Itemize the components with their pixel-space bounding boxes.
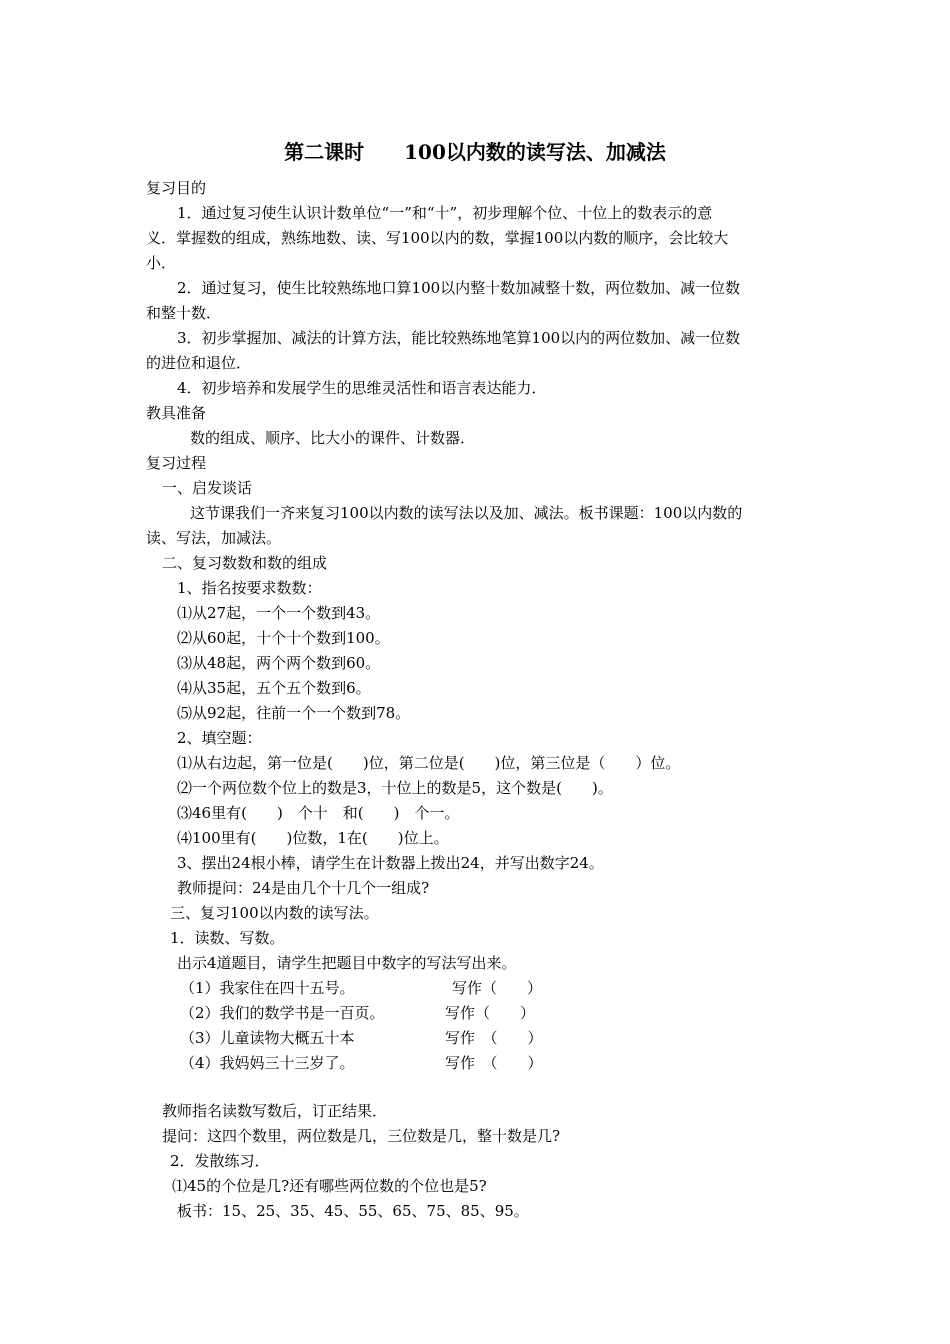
goal-1-line-3: 小．	[146, 254, 177, 272]
fill-blank-task: 2、填空题：	[177, 729, 262, 747]
count-item: ⑶从48起，两个两个数到60。	[177, 654, 381, 672]
sticks-task: 3、摆出24根小棒，请学生在计数器上拨出24，并写出数字24。	[177, 854, 604, 872]
goal-4: 4．初步培养和发展学生的思维灵活性和语言表达能力．	[177, 379, 547, 397]
goal-1-line-2: 义．掌握数的组成，熟练地数、读、写100以内的数，掌握100以内数的顺序，会比较大	[146, 229, 729, 247]
section-1-heading: 一、启发谈话	[162, 479, 253, 497]
exercise-question: （1）我家住在四十五号。	[180, 979, 355, 997]
fill-blank-item: ⑷100里有( )位数，1在( )位上。	[177, 829, 449, 847]
fill-blank-item: ⑵一个两位数个位上的数是3，十位上的数是5，这个数是( )。	[177, 779, 613, 797]
exercise-question: （3）儿童读物大概五十本	[180, 1029, 355, 1047]
goal-2-line-1: 2．通过复习，使生比较熟练地口算100以内整十数加减整十数，两位数加、减一位数	[177, 279, 741, 297]
exercise-question: （2）我们的数学书是一百页。	[180, 1004, 385, 1022]
board-writing: 板书：15、25、35、45、55、65、75、85、95。	[177, 1202, 529, 1220]
count-item: ⑸从92起，往前一个一个数到78。	[177, 704, 411, 722]
process-heading: 复习过程	[146, 454, 207, 472]
goal-1-line-1: 1．通过复习使生认识计数单位“一”和“十”，初步理解个位、十位上的数表示的意	[177, 204, 713, 222]
tools-text: 数的组成、顺序、比大小的课件、计数器．	[190, 429, 476, 447]
goal-2-line-2: 和整十数．	[146, 304, 222, 322]
exercise-answer: 写作 （ ）	[445, 1054, 543, 1072]
exercise-answer: 写作（ ）	[452, 979, 543, 997]
goal-3-line-1: 3．初步掌握加、减法的计算方法，能比较熟练地笔算100以内的两位数加、减一位数	[177, 329, 741, 347]
teacher-note: 教师指名读数写数后，订正结果．	[162, 1102, 388, 1120]
section-1-line-2: 读、写法，加减法。	[146, 529, 282, 547]
practice-question: ⑴45的个位是几?还有哪些两位数的个位也是5?	[172, 1177, 487, 1195]
tools-heading: 教具准备	[146, 404, 207, 422]
count-task: 1、指名按要求数数：	[177, 579, 322, 597]
read-write-intro: 出示4道题目，请学生把题目中数字的写法写出来。	[177, 954, 517, 972]
section-2-heading: 二、复习数数和数的组成	[162, 554, 328, 572]
page-title: 第二课时 100以内数的读写法、加减法	[284, 140, 666, 164]
teacher-question: 教师提问：24是由几个十几个一组成?	[177, 879, 430, 897]
goal-3-line-2: 的进位和退位．	[146, 354, 252, 372]
fill-blank-item: ⑴从右边起，第一位是( )位，第二位是( )位，第三位是（ ）位。	[177, 754, 681, 772]
fill-blank-item: ⑶46里有( ) 个十 和( ) 个一。	[177, 804, 460, 822]
section-1-line-1: 这节课我们一齐来复习100以内数的读写法以及加、减法。板书课题：100以内数的	[190, 504, 743, 522]
exercise-answer: 写作（ ）	[445, 1004, 536, 1022]
count-item: ⑷从35起，五个五个数到6。	[177, 679, 371, 697]
count-item: ⑴从27起，一个一个数到43。	[177, 604, 381, 622]
divergent-practice: 2．发散练习．	[170, 1152, 270, 1170]
goals-heading: 复习目的	[146, 179, 207, 197]
section-3-heading: 三、复习100以内数的读写法。	[170, 904, 379, 922]
follow-up-question: 提问：这四个数里，两位数是几，三位数是几，整十数是几?	[162, 1127, 561, 1145]
count-item: ⑵从60起，十个十个数到100。	[177, 629, 390, 647]
exercise-answer: 写作 （ ）	[445, 1029, 543, 1047]
read-write-task: 1．读数、写数。	[170, 929, 285, 947]
exercise-question: （4）我妈妈三十三岁了。	[180, 1054, 355, 1072]
